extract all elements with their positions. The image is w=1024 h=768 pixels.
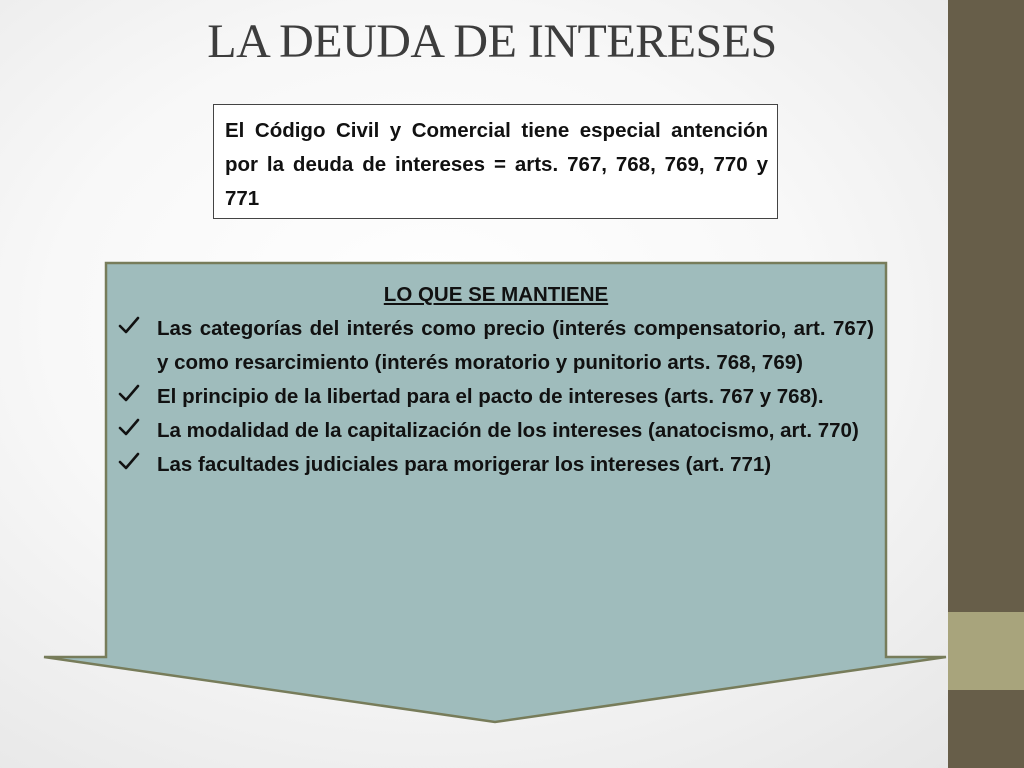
list-item-text: La modalidad de la capitalización de los intereses (anatocismo, art. 770) [157,419,859,442]
checkmark-icon [118,450,140,472]
checkmark-icon [118,314,140,336]
slide-title: LA DEUDA DE INTERESES [207,15,777,68]
checkmark-icon [118,416,140,438]
list-item [118,312,874,380]
checkmark-icon [118,382,140,404]
section-heading: LO QUE SE MANTIENE [383,283,609,306]
list-item [118,414,874,448]
list-item-text: Las categorías del interés como precio (interés compensatorio, art. 767) y como resarcimiento (interés moratorio y punitorio arts. 768, 769) [157,317,874,374]
list-item [118,380,874,414]
list-item-text: El principio de la libertad para el pacto de intereses (arts. 767 y 768). [157,385,824,408]
list-item [118,448,874,482]
list-item-text: Las facultades judiciales para morigerar los intereses (art. 771) [157,453,772,476]
callout-content [118,280,874,482]
intro-text: El Código Civil y Comercial tiene especial antención por la deuda de intereses = arts. 767, 768, 769, 770 y 771 [225,119,768,210]
maintained-list [118,312,874,482]
